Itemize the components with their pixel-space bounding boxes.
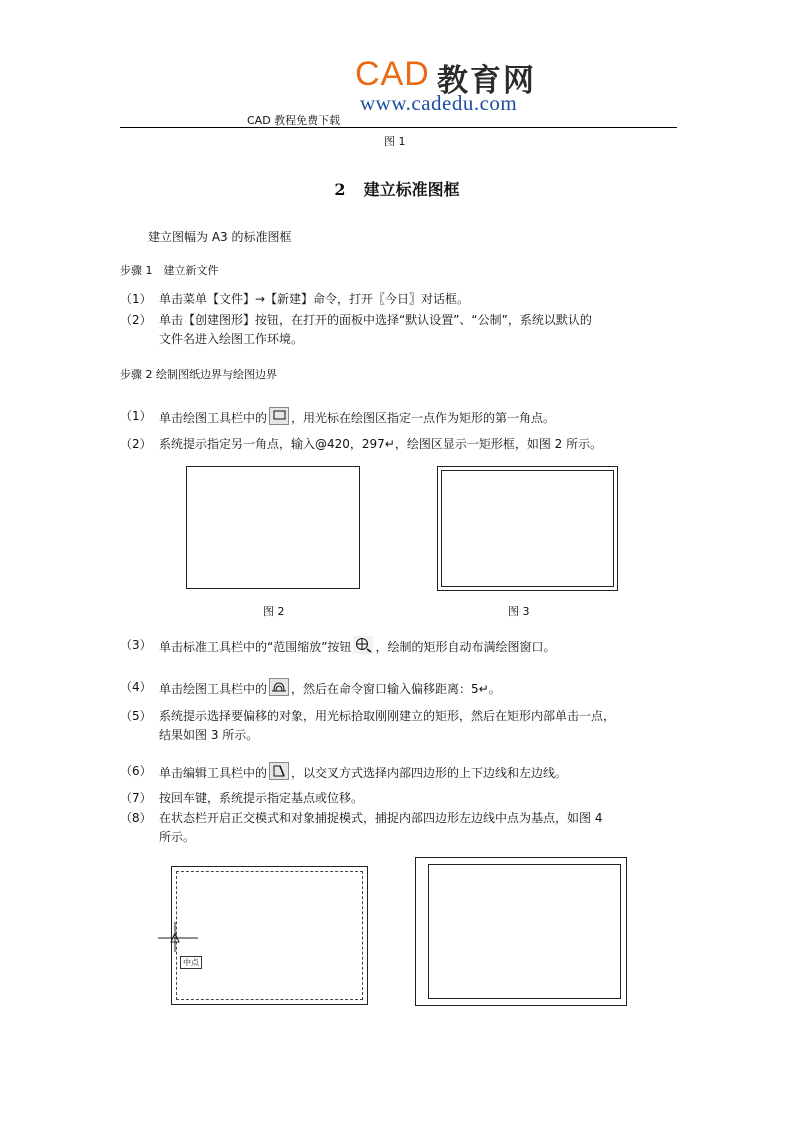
figure3-inner-rectangle — [441, 470, 614, 587]
list-item — [120, 407, 680, 426]
item-number: （2） — [120, 437, 152, 451]
section-number: 2 — [334, 180, 346, 199]
item-text: 系统提示选择要偏移的对象，用光标拾取刚刚建立的矩形，然后在矩形内部单击一点， — [159, 709, 616, 723]
item-text: 按回车键，系统提示指定基点或位移。 — [159, 791, 364, 805]
item-text: 单击标准工具栏中的“范围缩放”按钮 — [159, 640, 352, 654]
figure5-inner-rectangle — [428, 864, 621, 999]
list-item — [120, 678, 680, 697]
item-number: （5） — [120, 709, 152, 723]
crosshair-cursor-icon — [158, 922, 202, 952]
item-number: （6） — [120, 764, 152, 778]
item-text: 系统提示指定另一角点，输入@420，297↵，绘图区显示一矩形框，如图 2 所示。 — [159, 437, 603, 451]
item-text: 单击绘图工具栏中的 — [159, 411, 268, 425]
item-text: 在状态栏开启正交模式和对象捕捉模式，捕捉内部四边形左边线中点为基点，如图 4 — [159, 811, 603, 825]
item-number: （1） — [120, 409, 152, 423]
item-text: 单击编辑工具栏中的 — [159, 766, 268, 780]
offset-icon — [269, 678, 289, 696]
logo-url: www.cadedu.com — [360, 91, 518, 115]
item-text-cont: 所示。 — [159, 830, 196, 844]
section-title — [0, 177, 794, 200]
logo-name: 教育网 — [437, 63, 536, 99]
step2-title: 步骤 2 绘制图纸边界与绘图边界 — [120, 368, 277, 381]
item-text-cont: 文件名进入绘图工作环境。 — [159, 332, 304, 346]
intro-text: 建立图幅为 A3 的标准图框 — [148, 230, 292, 244]
list-item — [120, 809, 680, 847]
item-text: ，以交叉方式选择内部四边形的上下边线和左边线。 — [291, 766, 568, 780]
item-text: ，然后在命令窗口输入偏移距离：5↵。 — [291, 682, 501, 696]
stretch-icon — [269, 762, 289, 780]
item-text-cont: 结果如图 3 所示。 — [159, 728, 259, 742]
item-text: 单击菜单【文件】→【新建】命令，打开〖今日〗对话框。 — [159, 292, 470, 306]
list-item — [120, 789, 680, 808]
item-text: 单击绘图工具栏中的 — [159, 682, 268, 696]
item-text: 单击【创建图形】按钮，在打开的面板中选择“默认设置”、“公制”，系统以默认的 — [159, 313, 592, 327]
item-text: ，用光标在绘图区指定一点作为矩形的第一角点。 — [291, 411, 556, 425]
list-item — [120, 435, 680, 454]
item-text: ，绘制的矩形自动布满绘图窗口。 — [375, 640, 556, 654]
figure2-caption: 图 2 — [263, 605, 285, 618]
item-number: （3） — [120, 638, 152, 652]
figure4-dashed-selection — [176, 871, 363, 1000]
list-item — [120, 636, 680, 655]
figure5-outer-rectangle — [415, 857, 627, 1006]
midpoint-snap-tooltip: 中点 — [180, 956, 202, 969]
page-header: CAD 教程免费下载 — [247, 114, 341, 127]
item-number: （7） — [120, 791, 152, 805]
figure3-outer-rectangle — [437, 466, 618, 591]
item-number: （1） — [120, 292, 152, 306]
item-number: （4） — [120, 680, 152, 694]
list-item — [120, 311, 680, 349]
figure1-caption: 图 1 — [384, 135, 406, 148]
item-number: （8） — [120, 811, 152, 825]
rectangle-icon — [269, 407, 289, 425]
step1-title: 步骤 1 建立新文件 — [120, 264, 219, 277]
header-divider — [120, 127, 677, 128]
figure2-rectangle — [186, 466, 360, 589]
list-item — [120, 762, 680, 781]
logo-brand: CAD — [355, 55, 430, 93]
list-item — [120, 707, 680, 745]
list-item — [120, 290, 680, 309]
zoom-extents-icon — [353, 636, 373, 654]
figure3-caption: 图 3 — [508, 605, 530, 618]
section-title-text: 建立标准图框 — [363, 180, 460, 199]
item-number: （2） — [120, 313, 152, 327]
